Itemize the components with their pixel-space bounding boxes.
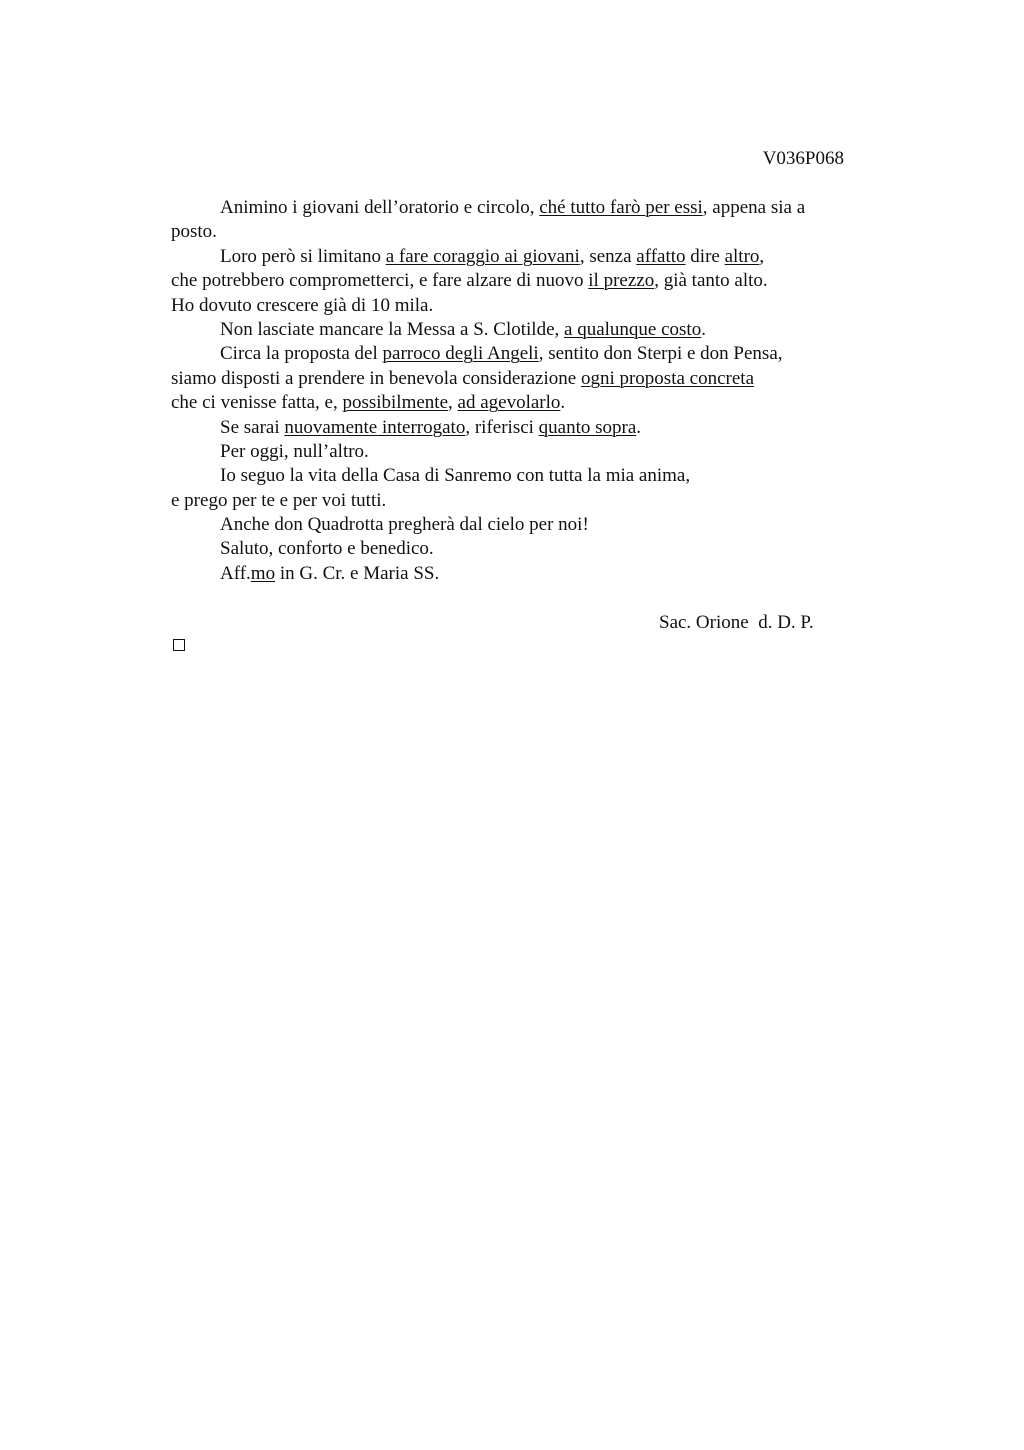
text-line	[171, 391, 871, 415]
underlined-text: altro	[724, 245, 760, 267]
text-line	[171, 562, 871, 586]
text-segment: , riferisci	[465, 416, 539, 438]
text-segment: Io seguo la vita della Casa di Sanremo con tutta la mia anima,	[220, 465, 691, 487]
text-line	[171, 367, 871, 391]
text-line	[171, 196, 871, 220]
underlined-text: ché tutto farò per essi	[539, 197, 703, 218]
underlined-text: ad agevolarlo	[457, 392, 561, 414]
text-segment: Circa la proposta del	[220, 343, 383, 365]
page-code: V036P068	[762, 148, 844, 169]
text-line	[171, 416, 871, 440]
text-segment: ,	[448, 392, 458, 414]
text-line	[171, 489, 871, 513]
text-segment: Loro però si limitano	[220, 245, 386, 267]
text-segment: , sentito don Sterpi e don Pensa,	[538, 343, 783, 365]
underlined-text: ogni proposta concreta	[580, 367, 755, 389]
text-segment: , senza	[579, 245, 637, 267]
text-segment: dire	[685, 245, 725, 267]
underlined-text: a qualunque costo	[564, 318, 702, 340]
underlined-text: quanto sopra	[538, 416, 637, 438]
underlined-text: mo	[250, 562, 276, 584]
underlined-text: affatto	[636, 245, 686, 267]
text-segment: Per oggi, null’altro.	[220, 440, 369, 462]
text-segment: Se sarai	[220, 416, 285, 438]
text-line	[171, 537, 871, 561]
text-segment: .	[636, 416, 642, 438]
text-line	[171, 342, 871, 366]
text-segment: .	[701, 318, 706, 340]
text-segment: Aff.	[220, 562, 251, 584]
text-segment: , già tanto alto.	[654, 270, 768, 292]
text-line	[171, 245, 871, 269]
text-segment: ,	[759, 245, 765, 267]
text-segment: che potrebbero comprometterci, e fare alzare di nuovo	[171, 270, 589, 292]
text-segment: Ho dovuto crescere già di 10 mila.	[171, 294, 434, 316]
text-line	[171, 269, 871, 293]
underlined-text: a fare coraggio ai giovani	[385, 245, 580, 267]
text-line	[171, 318, 871, 342]
text-segment: posto.	[171, 221, 217, 243]
underlined-text: possibilmente	[342, 392, 449, 414]
text-segment: e prego per te e per voi tutti.	[171, 489, 387, 511]
underlined-text: nuovamente interrogato	[284, 416, 466, 438]
text-segment: Saluto, conforto e benedico.	[220, 538, 434, 560]
text-segment: , appena sia a	[702, 197, 806, 218]
letter-body	[171, 196, 871, 586]
underlined-text: parroco degli Angeli	[382, 343, 539, 365]
text-line	[171, 513, 871, 537]
text-segment: Anche don Quadrotta pregherà dal cielo per noi!	[220, 514, 589, 536]
text-line	[171, 440, 871, 464]
text-segment: .	[560, 392, 566, 414]
underlined-text: il prezzo	[588, 270, 655, 292]
text-segment: in G. Cr. e Maria SS.	[275, 562, 440, 584]
text-line	[171, 294, 871, 318]
text-segment: siamo disposti a prendere in benevola considerazione	[171, 367, 581, 389]
text-line	[171, 220, 871, 244]
signature: Sac. Orione d. D. P.	[659, 612, 814, 633]
text-line	[171, 464, 871, 488]
text-segment: che ci venisse fatta, e,	[171, 392, 343, 414]
text-segment: Non lasciate mancare la Messa a S. Clotilde,	[220, 318, 565, 340]
square-outline-icon	[173, 639, 185, 651]
text-segment: Animino i giovani dell’oratorio e circolo,	[220, 197, 540, 218]
